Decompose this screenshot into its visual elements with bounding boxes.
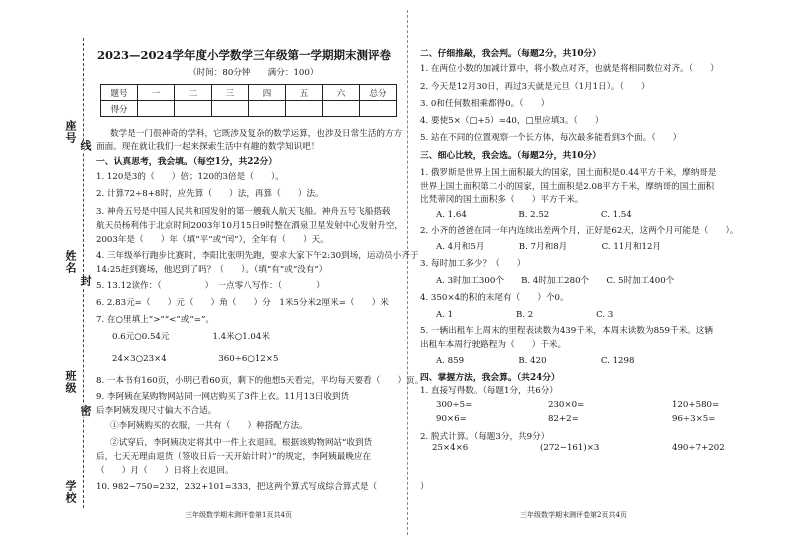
question-line: 2. 计算72÷8+8时，应先算（ ）法，再算（ ）法。 (96, 189, 324, 199)
question-line: 2. 今天是12月30日，再过3天就是元旦（1月1日）。（ ） (420, 82, 650, 92)
seal-word-seal: 封 (79, 275, 92, 287)
page-fold-line (407, 10, 408, 535)
question-line: 7. 在○里填上“>”“<”或“=”。 (96, 315, 214, 325)
school-label: 学校 (64, 480, 77, 504)
score-table (100, 84, 397, 117)
question-line: 航天员杨利伟于北京时间2003年10月15日9时整在酒泉卫星发射中心发射升空， (96, 221, 404, 231)
score-row-label: 得分 (101, 101, 138, 117)
question-line: 世界上国土面积第二小的国家，国土面积是2.08平方千米，摩纳哥的国土面积 (420, 182, 715, 192)
score-input-cell[interactable] (249, 101, 286, 117)
section-heading: 四、掌握方法，我会算。（共24分） (420, 373, 560, 383)
step-calc-item: (272−161)×3 (540, 443, 600, 453)
question-line: 3. 每时加工多少？（ ） (420, 259, 526, 269)
question-line: 6. 2.83元=（ ）元（ ）角（ ）分 1米5分米2厘米=（ ）米 (96, 298, 389, 308)
option-line: A. 1.64 B. 2.52 C. 1.54 (436, 210, 632, 220)
footer-left: 三年级数学期末测评卷第1页共4页 (185, 511, 292, 519)
score-input-cell[interactable] (323, 101, 360, 117)
question-line: 14:25赶到赛场，他迟到了吗？（ ）。（填“有”或“没有”） (96, 265, 328, 275)
question-line: 比梵蒂冈的国土面积多（ ）平方千米。 (420, 195, 584, 205)
compare-line: 0.6元○0.54元 1.4米○1.04米 (112, 332, 270, 342)
score-input-cell[interactable] (175, 101, 212, 117)
oral-calc-item: 300÷5= (436, 400, 473, 410)
score-input-cell[interactable] (212, 101, 249, 117)
question-line: 1. 120是3的（ ）倍；120的3倍是（ ）。 (96, 172, 284, 182)
question-line: ②试穿后，李阿姨决定将其中一件上衣退回。根据该购物网站“收到货 (110, 438, 373, 448)
question-line: 9. 李阿姨在某购物网站同一网店购买了3件上衣。11月13日收到货 (96, 392, 350, 402)
class-label: 班级 (64, 370, 77, 394)
question-line: 后李阿姨发现尺寸偏大不合适。 (96, 406, 217, 416)
option-line: A. 1 B. 2 C. 3 (436, 310, 614, 320)
seal-dashed-line (83, 38, 84, 508)
question-line: 2003年是（ ）年（填“平”或“闰”），全年有（ ）天。 (96, 235, 329, 245)
score-table-cell: 题号 (101, 85, 138, 101)
question-line: 4. 要使5×（□+5）=40，□里应填3。（ ） (420, 116, 604, 126)
question-line: 8. 一本书有160页，小明已看60页，剩下的他想5天看完，平均每天要看（ ）页。 (96, 376, 424, 386)
question-line: 后，七天无理由退货（签收日后一天开始计时）”的规定，李阿姨最晚应在 (96, 452, 372, 462)
question-line: 1. 直接写得数。（每题1分，共6分） (420, 386, 558, 396)
question-line: 3. 0和任何数相乘都得0。（ ） (420, 99, 550, 109)
section-heading: 一、认真思考，我会填。（每空1分，共22分） (96, 157, 278, 167)
question-line: 3. 神舟五号是中国人民共和国发射的第一艘载人航天飞船。神舟五号飞船搭载 (96, 207, 391, 217)
seal-word-secret: 密 (79, 405, 92, 417)
step-calc-item: 490÷7+202 (672, 443, 725, 453)
question-line: 4. 350×4的积的末尾有（ ）个0。 (420, 293, 569, 303)
binding-strip (0, 0, 90, 548)
section-heading: 三、细心比较，我会选。（每题2分，共10分） (420, 151, 602, 161)
score-table-cell: 五 (286, 85, 323, 101)
score-table-cell: 一 (138, 85, 175, 101)
oral-calc-item: 96÷3×5= (672, 414, 716, 424)
question-line: 出租车本周行驶路程为（ ）千米。 (420, 340, 567, 350)
section-heading: 二、仔细推敲，我会判。（每题2分，共10分） (420, 49, 602, 59)
name-label: 姓名 (64, 250, 77, 274)
score-table-cell: 四 (249, 85, 286, 101)
score-table-cell: 三 (212, 85, 249, 101)
page-title: 2023—2024学年度小学数学三年级第一学期期末测评卷 (97, 48, 392, 62)
intro-line: 数学是一门很神奇的学科，它既涉及复杂的数学运算，也涉及日常生活的方方 (110, 129, 403, 139)
option-line: A. 859 B. 420 C. 1298 (436, 356, 635, 366)
question-line: （ ）月（ ）日将上衣退回。 (96, 466, 234, 476)
option-line: A. 4月和5月 B. 7月和8月 C. 11月和12月 (436, 242, 662, 252)
exam-no-label: 座号 (64, 120, 77, 144)
score-input-cell[interactable] (360, 101, 397, 117)
option-line: A. 3时加工300个 B. 4时加工280个 C. 5时加工400个 (436, 276, 675, 286)
seal-word-line: 线 (79, 140, 92, 152)
score-input-cell[interactable] (286, 101, 323, 117)
score-input-cell[interactable] (138, 101, 175, 117)
score-table-cell: 总分 (360, 85, 397, 101)
question-line: 1. 在两位小数的加减计算中，将小数点对齐，也就是将相同数位对齐。（ ） (420, 64, 719, 74)
question-line: 5. 13.12读作：（ ） 一点零八写作：（ ） (96, 281, 325, 291)
footer-right: 三年级数学期末测评卷第2页共4页 (520, 511, 627, 519)
question-line: ①李阿姨购买的衣服，一共有（ ）种搭配方法。 (110, 421, 308, 431)
question-line: 4. 三年级举行跑步比赛时，李阳比张明先跑，要求大家下午2:30到场，运动员小齐于 (96, 251, 419, 261)
question-line: 5. 站在不同的位置观察一个长方体，每次最多能看到3个面。（ ） (420, 133, 682, 143)
score-table-cell: 六 (323, 85, 360, 101)
compare-line: 24×3○23×4 360÷6○12×5 (112, 354, 279, 364)
question-line: 2. 小齐的爸爸在同一年内连续出差两个月，正好是62天，这两个月可能是（ ）。 (420, 226, 739, 236)
oral-calc-item: 90×6= (436, 414, 467, 424)
intro-line: 面面。现在就让我们一起来探索生活中有趣的数学知识吧！ (96, 142, 320, 152)
exam-meta: （时间：80分钟 满分：100） (188, 68, 319, 78)
oral-calc-item: 120+580= (672, 400, 720, 410)
question-line: 10. 982−750=232，232+101=333，把这两个算式写成综合算式是（ ） (96, 482, 429, 492)
oral-calc-item: 82+2= (548, 414, 579, 424)
question-line: 1. 俄罗斯是世界上国土面积最大的国家，国土面积是0.44平方千米，摩纳哥是 (420, 168, 717, 178)
score-table-cell: 二 (175, 85, 212, 101)
oral-calc-item: 230×0= (548, 400, 585, 410)
question-line: 2. 脱式计算。（每题3分，共9分） (420, 432, 550, 442)
question-line: 5. 一辆出租车上周末的里程表读数为439千米，本周末读数为859千米。这辆 (420, 326, 713, 336)
step-calc-item: 25×4×6 (432, 443, 469, 453)
